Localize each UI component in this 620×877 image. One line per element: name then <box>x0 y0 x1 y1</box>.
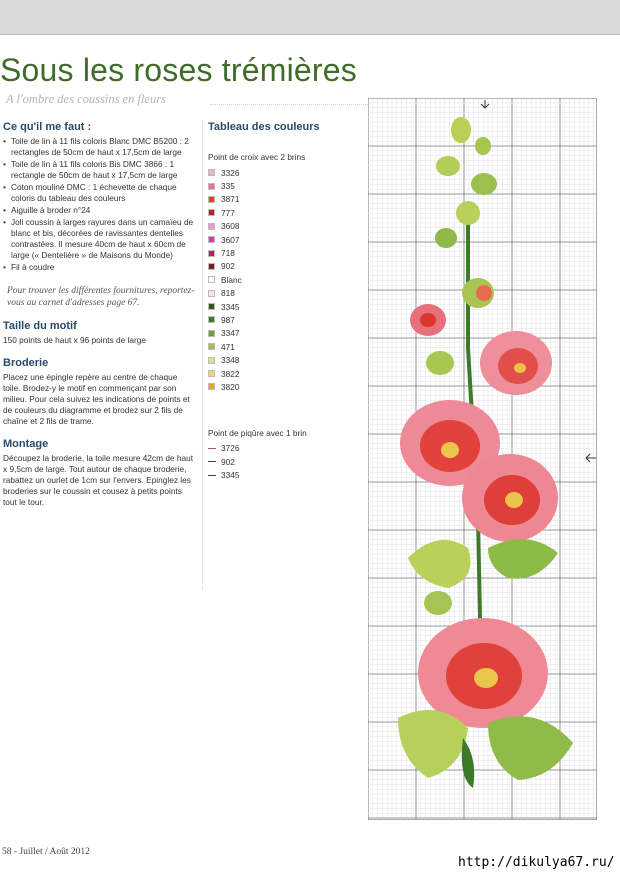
color-code: 3608 <box>221 221 240 232</box>
color-swatch <box>208 276 215 283</box>
size-heading: Taille du motif <box>3 320 77 332</box>
color-swatch-row <box>208 367 358 380</box>
scan-top-strip <box>0 0 620 35</box>
backstitch-row <box>208 455 358 468</box>
color-swatch-row <box>208 179 358 192</box>
source-url: http://dikulya67.ru/ <box>458 855 615 870</box>
color-swatch-row <box>208 166 358 179</box>
color-swatch-row <box>208 206 358 219</box>
backstitch-line <box>208 448 216 449</box>
color-code: 3348 <box>221 355 240 366</box>
color-swatch <box>208 223 215 230</box>
color-swatch-row <box>208 327 358 340</box>
color-swatch-row <box>208 220 358 233</box>
color-code: 3820 <box>221 381 240 392</box>
color-code: 902 <box>221 456 235 467</box>
material-item: • Aiguille à broder n°24 <box>3 205 195 216</box>
color-code: 987 <box>221 314 235 325</box>
color-swatch-row <box>208 260 358 273</box>
color-swatch-row <box>208 273 358 286</box>
color-swatch <box>208 169 215 176</box>
cross-stitch-list <box>208 166 358 394</box>
color-code: 818 <box>221 288 235 299</box>
color-swatch-row <box>208 313 358 326</box>
cross-stitch-diagram <box>368 98 597 820</box>
color-swatch-row <box>208 233 358 246</box>
material-item: • Toile de lin à 11 fils coloris Bis DMC 3866 : 1 rectangle de 50cm de haut x 17,5cm de large <box>3 159 195 181</box>
materials-list <box>3 136 195 273</box>
color-code: 471 <box>221 341 235 352</box>
color-swatch <box>208 316 215 323</box>
material-item: • Coton mouliné DMC : 1 échevette de chaque coloris du tableau des couleurs <box>3 182 195 204</box>
backstitch-line <box>208 475 216 476</box>
color-swatch <box>208 370 215 377</box>
backstitch-row <box>208 442 358 455</box>
color-swatch-row <box>208 300 358 313</box>
color-code: 3326 <box>221 167 240 178</box>
color-swatch-row <box>208 353 358 366</box>
backstitch-heading: Point de piqûre avec 1 brin <box>208 427 307 438</box>
color-swatch <box>208 196 215 203</box>
color-code: 3726 <box>221 443 240 454</box>
color-code: 3345 <box>221 470 240 481</box>
page-subtitle: A l'ombre des coussins en fleurs <box>6 92 166 106</box>
color-swatch-row <box>208 193 358 206</box>
embroidery-text: Placez une épingle repère au centre de chaque toile. Brodez-y le motif en commençant par son milieu. Pour cela suivez les indications de points et de couleurs du diagramme et brodez sur 2 fils de chaîne et 2 fils de trame. <box>3 372 190 426</box>
flower-middle-right <box>462 454 558 542</box>
color-swatch-row <box>208 380 358 393</box>
instructions-column <box>3 118 195 508</box>
page-footer: 58 - Juillet / Août 2012 <box>2 847 90 857</box>
color-swatch <box>208 209 215 216</box>
color-swatch <box>208 290 215 297</box>
color-swatch-row <box>208 340 358 353</box>
color-code: 777 <box>221 207 235 218</box>
color-swatch <box>208 343 215 350</box>
backstitch-line <box>208 461 216 462</box>
color-swatch <box>208 330 215 337</box>
color-code: Blanc <box>221 274 242 285</box>
backstitch-row <box>208 468 358 481</box>
color-swatch <box>208 357 215 364</box>
material-item: • Joli coussin à larges rayures dans un camaïeu de blanc et bis, décorées de ravissantes dentelles contrastées. Il mesure 40cm de haut x 60cm de large (« Dentelière » de Maisons du Monde) <box>3 217 195 261</box>
color-swatch-row <box>208 246 358 259</box>
supplies-note: Pour trouver les différentes fournitures, reportez-vous au carnet d'adresses page 67. <box>7 286 195 308</box>
color-code: 3871 <box>221 194 240 205</box>
color-code: 902 <box>221 261 235 272</box>
flower-upper-right <box>480 331 552 395</box>
assembly-heading: Montage <box>3 438 49 450</box>
material-item: • Toile de lin à 11 fils coloris Blanc DMC B5200 : 2 rectangles de 50cm de haut x 17,5cm de large <box>3 136 195 158</box>
color-swatch <box>208 250 215 257</box>
color-code: 718 <box>221 248 235 259</box>
color-swatch <box>208 183 215 190</box>
color-table-heading: Tableau des couleurs <box>208 121 320 133</box>
size-text: 150 points de haut x 96 points de large <box>3 335 146 345</box>
divider <box>210 104 370 105</box>
color-swatch <box>208 263 215 270</box>
backstitch-list <box>208 442 358 482</box>
color-code: 335 <box>221 181 235 192</box>
color-table <box>208 120 358 482</box>
color-code: 3822 <box>221 368 240 379</box>
embroidery-heading: Broderie <box>3 357 49 369</box>
color-code: 3345 <box>221 301 240 312</box>
materials-heading: Ce qu'il me faut : <box>3 121 92 133</box>
cross-stitch-heading: Point de croix avec 2 brins <box>208 152 306 162</box>
color-code: 3607 <box>221 234 240 245</box>
color-swatch <box>208 303 215 310</box>
column-divider <box>202 120 203 590</box>
assembly-text: Découpez la broderie, la toile mesure 42cm de haut x 9,5cm de large. Tout autour de chaque broderie, rabattez un ourlet de 1cm sur l'envers. Epinglez les broderies sur le coussin et cousez à petits points tout le tour. <box>3 453 194 507</box>
color-swatch <box>208 236 215 243</box>
page-title: Sous les roses trémières <box>0 52 357 88</box>
color-swatch-row <box>208 287 358 300</box>
material-item: • Fil à coudre <box>3 262 195 273</box>
color-code: 3347 <box>221 328 240 339</box>
color-swatch <box>208 383 215 390</box>
